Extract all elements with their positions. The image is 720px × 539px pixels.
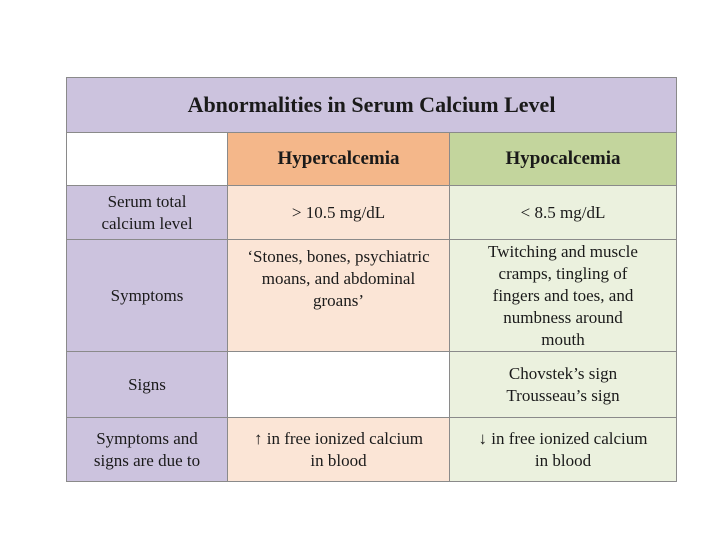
row-label-signs: Signs bbox=[67, 352, 228, 418]
hypercalcemia-header: Hypercalcemia bbox=[228, 133, 450, 186]
calcium-abnormalities-table bbox=[66, 77, 677, 482]
table-row-serum-level bbox=[67, 186, 677, 240]
hypocalcemia-header: Hypocalcemia bbox=[450, 133, 677, 186]
hypo-signs: Chovstek’s sign Trousseau’s sign bbox=[450, 352, 677, 418]
table-row-cause bbox=[67, 418, 677, 482]
row-label-symptoms: Symptoms bbox=[67, 240, 228, 352]
hypo-cause: ↓ in free ionized calcium in blood bbox=[450, 418, 677, 482]
hyper-cause: ↑ in free ionized calcium in blood bbox=[228, 418, 450, 482]
table-row-signs bbox=[67, 352, 677, 418]
row-label-cause: Symptoms and signs are due to bbox=[67, 418, 228, 482]
table-title: Abnormalities in Serum Calcium Level bbox=[67, 78, 677, 133]
hypo-serum-level: < 8.5 mg/dL bbox=[450, 186, 677, 240]
hyper-signs bbox=[228, 352, 450, 418]
hyper-serum-level: > 10.5 mg/dL bbox=[228, 186, 450, 240]
hyper-symptoms: ‘Stones, bones, psychiatric moans, and abdominal groans’ bbox=[228, 240, 450, 352]
row-label-serum-level: Serum total calcium level bbox=[67, 186, 228, 240]
table-row-symptoms bbox=[67, 240, 677, 352]
title-row bbox=[67, 78, 677, 133]
hypo-symptoms: Twitching and muscle cramps, tingling of fingers and toes, and numbness around mouth bbox=[450, 240, 677, 352]
blank-header-cell bbox=[67, 133, 228, 186]
header-row bbox=[67, 133, 677, 186]
